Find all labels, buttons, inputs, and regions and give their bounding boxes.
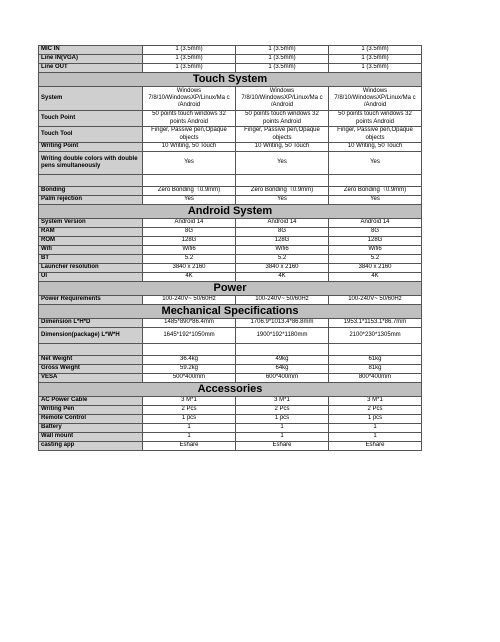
spec-value: 1 [236, 424, 329, 433]
spec-label: Palm rejection [39, 196, 143, 205]
spec-label: Touch Point [39, 111, 143, 127]
spec-row [39, 219, 422, 228]
spec-value: 3 M*1 [329, 397, 422, 406]
spec-value: 8G [329, 228, 422, 237]
spec-label: Battery [39, 424, 143, 433]
spec-label [39, 175, 143, 187]
spec-value: 3840 x 2160 [236, 264, 329, 273]
spec-value: 1 pcs [143, 415, 236, 424]
spec-value: 10 Writing, 50 Touch [329, 143, 422, 152]
spec-value: 1 [143, 424, 236, 433]
section-title: Touch System [39, 73, 422, 87]
spec-value: 50 points touch windows 32 points Android [143, 111, 236, 127]
spec-value: 5.2 [236, 255, 329, 264]
section-title: Android System [39, 205, 422, 219]
spec-label: System Version [39, 219, 143, 228]
spec-value: Finger, Passive pen,Opaque objects [236, 127, 329, 143]
spec-value: 49kg [236, 356, 329, 365]
spec-row [39, 296, 422, 305]
spec-value: Eshare [236, 442, 329, 451]
spec-label: Dimension(package) L*W*H [39, 328, 143, 344]
spec-value: 100-240V~ 50/60Hz [236, 296, 329, 305]
spec-value [236, 175, 329, 187]
spec-table-body [39, 46, 422, 451]
spec-value: Finger, Passive pen,Opaque objects [143, 127, 236, 143]
spec-value: 3840 x 2160 [143, 264, 236, 273]
spec-row [39, 442, 422, 451]
spec-label: Writing Point [39, 143, 143, 152]
section-title: Accessories [39, 383, 422, 397]
spec-value: 1 (3.5mm) [143, 64, 236, 73]
spec-value: 50 points touch windows 32 points Android [329, 111, 422, 127]
spec-value: 128G [143, 237, 236, 246]
spec-value: 5.2 [143, 255, 236, 264]
spec-value: 8G [236, 228, 329, 237]
spec-value: Android 14 [329, 219, 422, 228]
spec-value: 128G [329, 237, 422, 246]
spec-row [39, 87, 422, 111]
spec-row [39, 175, 422, 187]
spec-row [39, 237, 422, 246]
spec-value: 2 Pcs [143, 406, 236, 415]
spec-row [39, 143, 422, 152]
spec-label: Line IN(VGA) [39, 55, 143, 64]
spec-value: 1 (3.5mm) [236, 55, 329, 64]
spec-value [143, 175, 236, 187]
spec-value: 1 (3.5mm) [329, 46, 422, 55]
spec-value: 1 (3.5mm) [329, 64, 422, 73]
spec-value: 1645*192*1050mm [143, 328, 236, 344]
spec-value: Wifi6 [236, 246, 329, 255]
spec-value: 36.4kg [143, 356, 236, 365]
spec-label: Power Requirements [39, 296, 143, 305]
spec-row [39, 152, 422, 175]
spec-label: Wifi [39, 246, 143, 255]
spec-value: 100-240V~ 50/60Hz [143, 296, 236, 305]
spec-value: Eshare [329, 442, 422, 451]
spec-value: 1 (3.5mm) [143, 46, 236, 55]
spec-value: 4K [236, 273, 329, 282]
spec-value: 4K [329, 273, 422, 282]
spec-label: Dimension L*H*D [39, 319, 143, 328]
spec-value: 4K [143, 273, 236, 282]
spec-label: MIC IN [39, 46, 143, 55]
spec-value: 1 (3.5mm) [143, 55, 236, 64]
spec-value: Yes [143, 196, 236, 205]
spec-value: Android 14 [143, 219, 236, 228]
spec-value: 600*400mm [236, 374, 329, 383]
spec-label: BT [39, 255, 143, 264]
spec-value: Wifi6 [143, 246, 236, 255]
section-header [39, 205, 422, 219]
spec-value: 128G [236, 237, 329, 246]
spec-value: 3 M*1 [143, 397, 236, 406]
spec-value: Yes [236, 152, 329, 175]
spec-value: 1 pcs [236, 415, 329, 424]
spec-value: Finger, Passive pen,Opaque objects [329, 127, 422, 143]
spec-label: Line OUT [39, 64, 143, 73]
spec-label: System [39, 87, 143, 111]
spec-label: Bonding [39, 187, 143, 196]
section-title: Power [39, 282, 422, 296]
spec-label: Gross Weight [39, 365, 143, 374]
spec-label: Launcher resolution [39, 264, 143, 273]
spec-value: 81kg [329, 365, 422, 374]
spec-row [39, 365, 422, 374]
spec-sheet [38, 45, 421, 451]
spec-row [39, 196, 422, 205]
spec-value: 1 [236, 433, 329, 442]
spec-label: AC Power Cable [39, 397, 143, 406]
spec-value: 1706.9*1013.4*86.8mm [236, 319, 329, 328]
spec-row [39, 406, 422, 415]
spec-value [329, 344, 422, 356]
spec-value: 10 Writing, 50 Touch [236, 143, 329, 152]
spec-value: 1953.1*1153.1*86.7mm [329, 319, 422, 328]
spec-value: 1485*890*86.4mm [143, 319, 236, 328]
spec-label: UI [39, 273, 143, 282]
spec-row [39, 64, 422, 73]
spec-value: Zero Bonding（0.9mm) [143, 187, 236, 196]
spec-row [39, 264, 422, 273]
spec-value: 64kg [236, 365, 329, 374]
spec-value [329, 175, 422, 187]
spec-label: Touch Tool [39, 127, 143, 143]
spec-table [38, 45, 422, 451]
spec-value: 1 (3.5mm) [236, 64, 329, 73]
spec-label: Writing Pen [39, 406, 143, 415]
spec-row [39, 273, 422, 282]
spec-label: Writing double colors with double pens simultaneously [39, 152, 143, 175]
spec-row [39, 319, 422, 328]
spec-value: Wifi6 [329, 246, 422, 255]
spec-row [39, 356, 422, 365]
spec-label: RAM [39, 228, 143, 237]
spec-row [39, 433, 422, 442]
spec-label: Remote Control [39, 415, 143, 424]
spec-value: Windows 7/8/10/WindowsXP/Linux/Ma c /Android [236, 87, 329, 111]
spec-value: 8G [143, 228, 236, 237]
spec-value: 2 Pcs [329, 406, 422, 415]
spec-value: 1 (3.5mm) [236, 46, 329, 55]
spec-value: Yes [143, 152, 236, 175]
spec-value: 1 pcs [329, 415, 422, 424]
section-header [39, 282, 422, 296]
spec-value: 100-240V~ 50/60Hz [329, 296, 422, 305]
spec-value: 59.2kg [143, 365, 236, 374]
spec-label: VESA [39, 374, 143, 383]
spec-row [39, 424, 422, 433]
spec-value: 1 [329, 424, 422, 433]
section-header [39, 73, 422, 87]
spec-value: 2 Pcs [236, 406, 329, 415]
spec-value: Yes [329, 152, 422, 175]
spec-row [39, 397, 422, 406]
spec-label: casting app [39, 442, 143, 451]
spec-row [39, 111, 422, 127]
spec-value: Windows 7/8/10/WindowsXP/Linux/Ma c /Android [143, 87, 236, 111]
spec-value: 1 [143, 433, 236, 442]
spec-value: Yes [236, 196, 329, 205]
section-header [39, 383, 422, 397]
spec-value: 1 [329, 433, 422, 442]
spec-value: Yes [329, 196, 422, 205]
spec-value: 5.2 [329, 255, 422, 264]
spec-row [39, 187, 422, 196]
spec-label: Wall mount [39, 433, 143, 442]
spec-value: 3840 x 2160 [329, 264, 422, 273]
spec-row [39, 255, 422, 264]
spec-row [39, 415, 422, 424]
spec-row [39, 344, 422, 356]
spec-value [236, 344, 329, 356]
spec-row [39, 127, 422, 143]
spec-value: 3 M*1 [236, 397, 329, 406]
spec-value: 50 points touch windows 32 points Android [236, 111, 329, 127]
spec-value: Windows 7/8/10/WindowsXP/Linux/Ma c /Android [329, 87, 422, 111]
spec-value: 500*400mm [143, 374, 236, 383]
spec-row [39, 374, 422, 383]
spec-value: 1 (3.5mm) [329, 55, 422, 64]
section-header [39, 305, 422, 319]
spec-value: 1900*192*1180mm [236, 328, 329, 344]
spec-label: ROM [39, 237, 143, 246]
spec-value: 10 Writing, 50 Touch [143, 143, 236, 152]
spec-label: Net Weight [39, 356, 143, 365]
spec-value: 2100*230*1305mm [329, 328, 422, 344]
section-title: Mechanical Specifications [39, 305, 422, 319]
spec-value: Android 14 [236, 219, 329, 228]
spec-row [39, 46, 422, 55]
spec-value [143, 344, 236, 356]
spec-value: 61kg [329, 356, 422, 365]
spec-row [39, 228, 422, 237]
spec-row [39, 246, 422, 255]
spec-row [39, 55, 422, 64]
spec-value: Zero Bonding（0.9mm) [236, 187, 329, 196]
spec-value: Zero Bonding（0.9mm) [329, 187, 422, 196]
spec-label [39, 344, 143, 356]
spec-value: Eshare [143, 442, 236, 451]
spec-row [39, 328, 422, 344]
spec-value: 800*400mm [329, 374, 422, 383]
